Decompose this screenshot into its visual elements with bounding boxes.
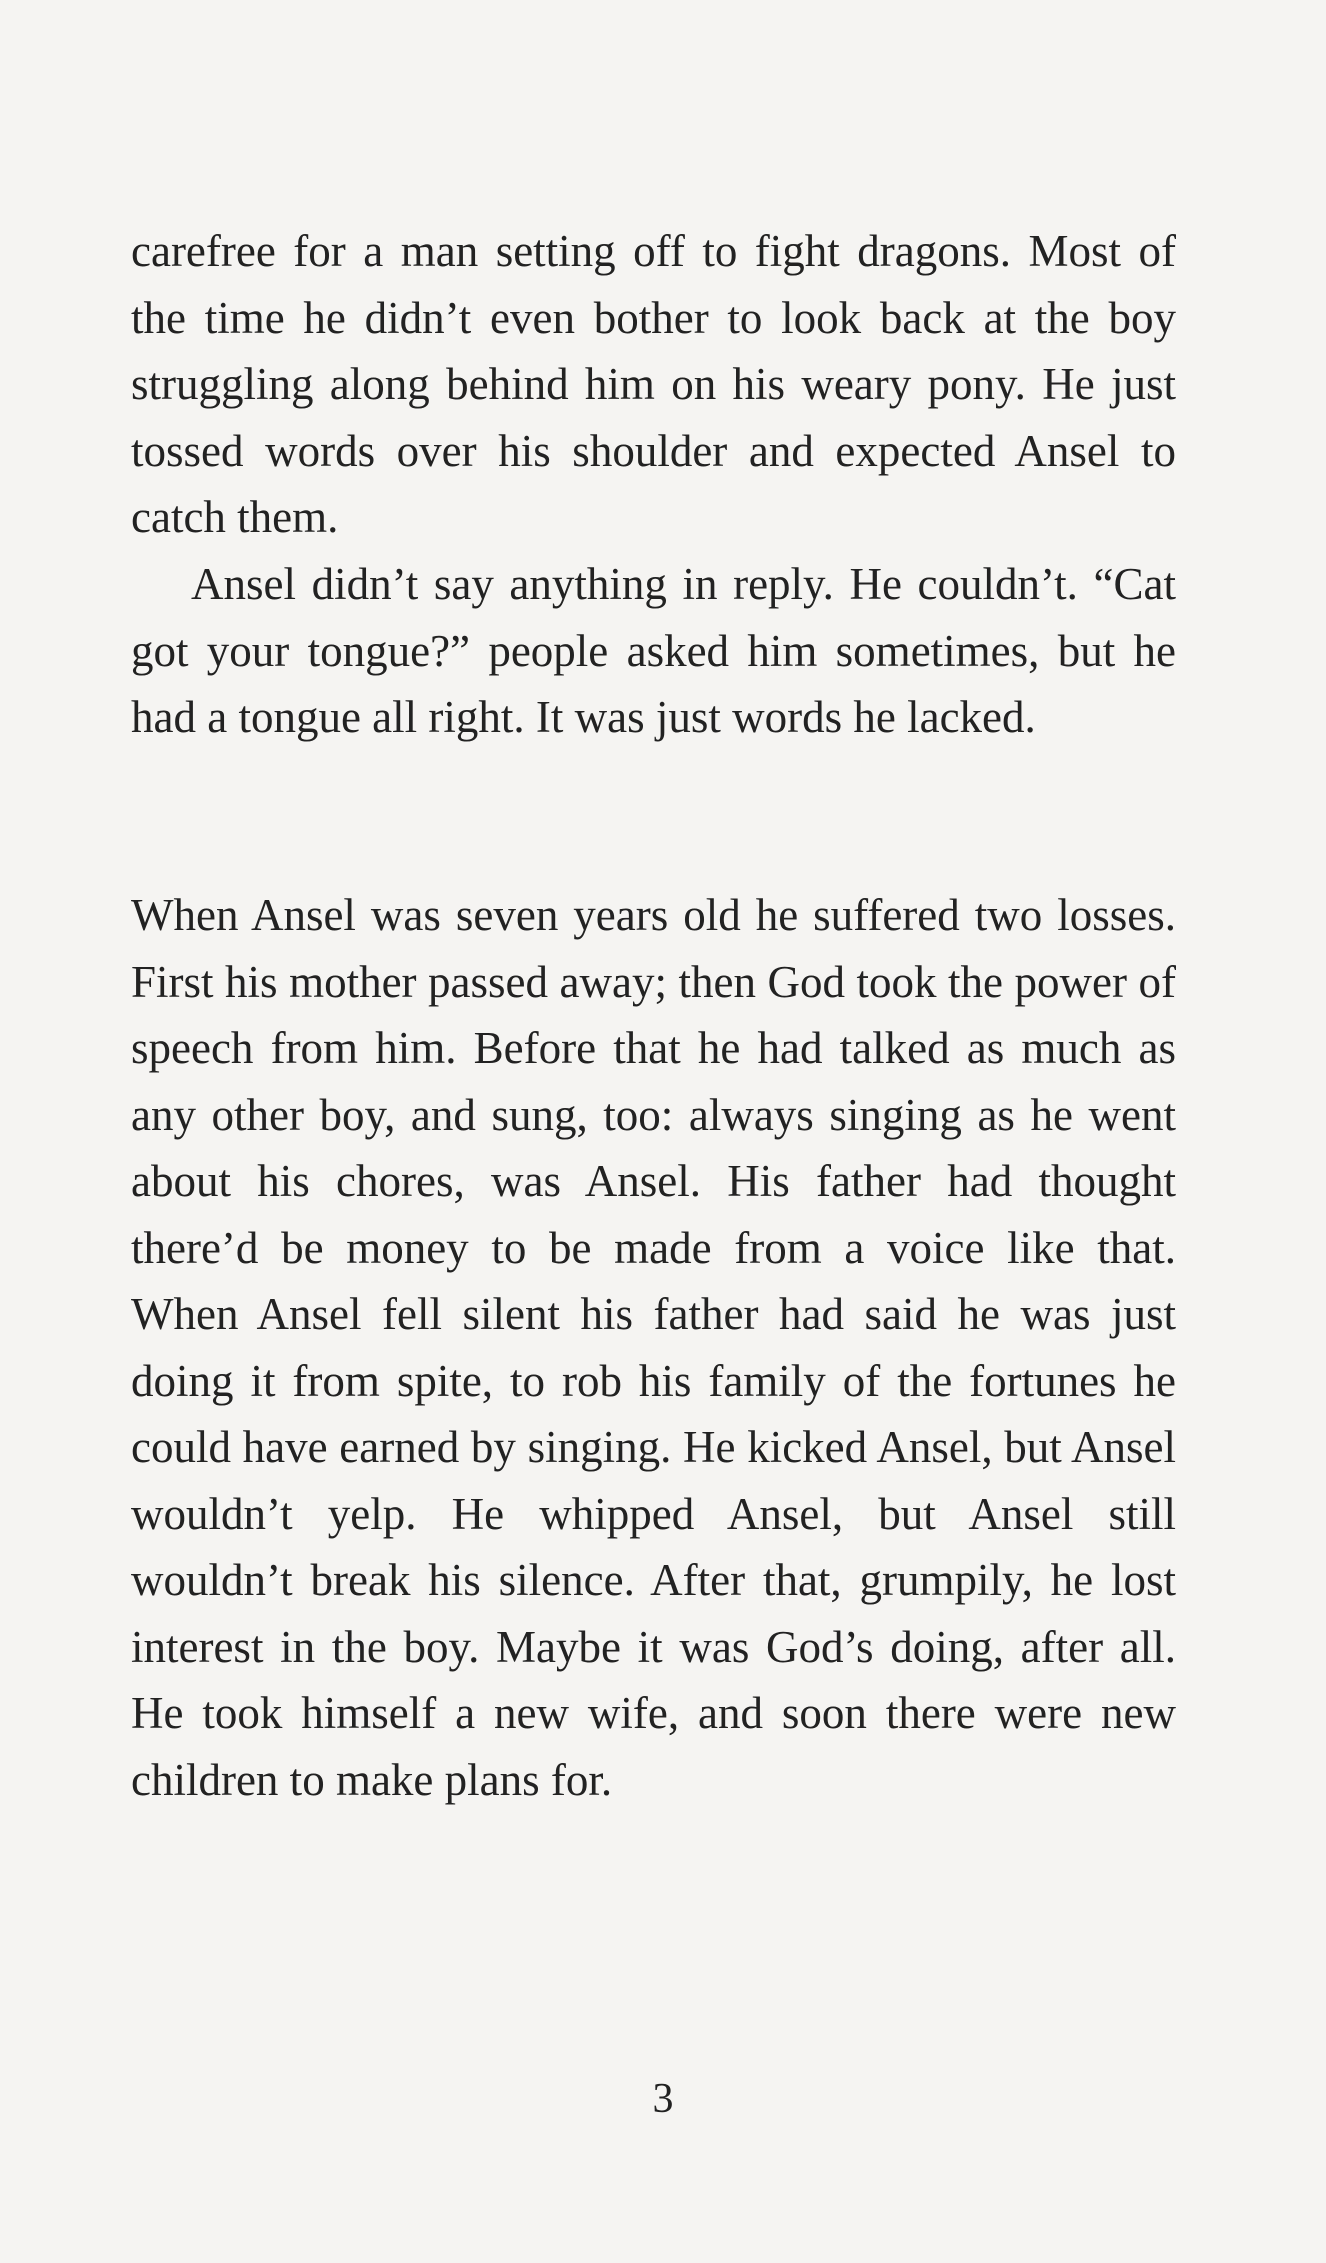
paragraph-text: carefree for a man setting off to fight dragons. Most of the time he didn’t even bother to look back at the boy struggling along behind him on his weary pony. He just tossed words over his shoulder and expected Ansel to catch them. [131, 226, 1176, 542]
paragraph-new-section [131, 882, 1176, 1813]
paragraph-continuation [131, 218, 1176, 551]
paragraph-text: When Ansel was seven years old he suffered two losses. First his mother passed away; then God took the power of speech from him. Before that he had talked as much as any other boy, and sung, too: always singing as he went about his chores, was Ansel. His father had thought there’d be money to be made from a voice like that. When Ansel fell silent his father had said he was just doing it from spite, to rob his family of the fortunes he could have earned by singing. He kicked Ansel, but Ansel wouldn’t yelp. He whipped Ansel, but Ansel still wouldn’t break his silence. After that, grumpily, he lost interest in the boy. Maybe it was God’s doing, after all. He took himself a new wife, and soon there were new children to make plans for. [131, 890, 1176, 1805]
paragraph-text: Ansel didn’t say anything in reply. He couldn’t. “Cat got your tongue?” people asked him sometimes, but he had a tongue all right. It was just words he lacked. [131, 559, 1176, 742]
paragraph-indented [131, 551, 1176, 751]
page-number: 3 [652, 2076, 674, 2122]
